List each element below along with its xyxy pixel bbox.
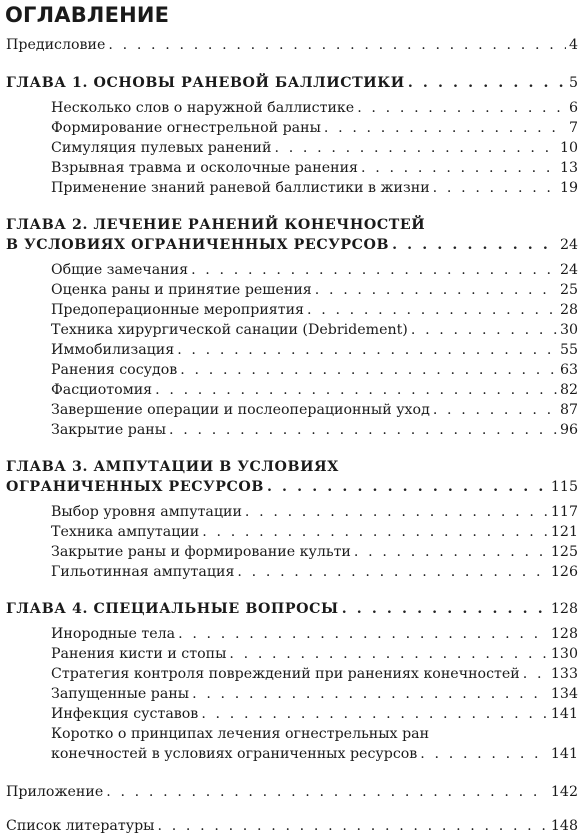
toc-entry-title: Несколько слов о наружной баллистике [51,100,355,116]
toc-subsection-entry [51,118,578,138]
toc-entry-title: Техника хирургической санации (Debridement) [51,322,408,338]
toc-page-number: 28 [559,302,578,318]
toc-subsection-entry [51,684,578,704]
toc-subsection-entry [51,522,578,542]
toc-chapter-entry [6,599,578,619]
dot-leader [178,624,548,644]
toc-subsection-entry [51,300,578,320]
toc-entry-title: Иммобилизация [51,342,175,358]
toc-page-number: 121 [550,524,578,540]
dot-leader [361,158,557,178]
toc-entry-title: Ранения кисти и стопы [51,646,227,662]
toc-subsection-entry [51,562,578,582]
toc-page-number: 5 [568,75,578,91]
toc-entry-title: Коротко о принципах лечения огнестрельных ран [51,726,430,742]
toc-subsection-entry [51,624,578,644]
toc-entry-title: Выбор уровня ампутации [51,504,242,520]
dot-leader [267,477,548,497]
dot-leader [307,300,557,320]
dot-leader [420,744,548,764]
toc-entry-title: Предисловие [6,37,106,53]
toc-page-number: 55 [559,342,578,358]
toc-section-entry [6,816,578,836]
toc-page-number: 19 [559,180,578,196]
toc-page-number: 24 [559,237,578,253]
dot-leader [229,644,548,664]
toc-page-number: 7 [568,120,578,136]
toc-page-number: 4 [568,37,578,53]
dot-leader [180,360,557,380]
toc-entry-title: ГЛАВА 4. СПЕЦИАЛЬНЫЕ ВОПРОСЫ [6,601,339,617]
toc-entry-title: Список литературы [6,818,155,834]
toc-entry-title: Ранения сосудов [51,362,178,378]
dot-leader [411,320,557,340]
dot-leader [202,522,548,542]
toc-subsection-entry [51,542,578,562]
toc-entry-title: Стратегия контроля повреждений при ранениях конечностей [51,666,520,682]
dot-leader [201,704,548,724]
dot-leader [433,400,557,420]
toc-entry-title: Фасциотомия [51,382,153,398]
toc-entry-title: Симуляция пулевых ранений [51,140,272,156]
toc-page-number: 117 [550,504,578,520]
dot-leader [354,542,548,562]
toc-entry-title: Оценка раны и принятие решения [51,282,312,298]
toc-entry-title: Общие замечания [51,262,189,278]
toc-subsection-entry [51,420,578,440]
toc-entry-title: Техника ампутации [51,524,200,540]
toc-subsection-entry [51,400,578,420]
toc-subsection-entry [51,260,578,280]
toc-subsection-entry [51,664,578,684]
dot-leader [106,782,548,802]
toc-entry-title: Завершение операции и послеоперационный уход [51,402,430,418]
toc-entry-title: ГЛАВА 1. ОСНОВЫ РАНЕВОЙ БАЛЛИСТИКИ [6,75,405,91]
toc-page-number: 115 [550,479,578,495]
toc-page-number: 130 [550,646,578,662]
dot-leader [169,420,557,440]
dot-leader [274,138,556,158]
toc-page-number: 125 [550,544,578,560]
toc-page-number: 134 [550,686,578,702]
dot-leader [108,35,566,55]
toc-subsection-entry [51,724,578,744]
toc-entry-title: Предоперационные мероприятия [51,302,305,318]
toc-entry-title: В УСЛОВИЯХ ОГРАНИЧЕННЫХ РЕСУРСОВ [6,237,390,253]
toc-subsection-entry [51,320,578,340]
dot-leader [342,599,548,619]
dot-leader [392,235,557,255]
dot-leader [523,664,548,684]
toc-page-number: 13 [559,160,578,176]
page-title: ОГЛАВЛЕНИЕ [5,3,170,27]
toc-entry-title: Закрытие раны [51,422,167,438]
toc-page-number: 6 [568,100,578,116]
toc-page-number: 96 [559,422,578,438]
toc-entry-title: Запущенные раны [51,686,190,702]
toc-subsection-entry [51,380,578,400]
dot-leader [357,98,566,118]
toc-chapter-entry [6,457,578,477]
dot-leader [408,73,566,93]
toc-subsection-entry [51,744,578,764]
toc-entry-title: Применение знаний раневой баллистики в жизни [51,180,430,196]
toc-subsection-entry [51,98,578,118]
toc-page-number: 126 [550,564,578,580]
toc-page-number: 142 [550,784,578,800]
dot-leader [192,684,548,704]
dot-leader [237,562,548,582]
toc-subsection-entry [51,502,578,522]
toc-page-number: 128 [550,626,578,642]
toc-entry-title: Приложение [6,784,104,800]
toc-entry-title: конечностей в условиях ограниченных ресурсов [51,746,418,762]
toc-chapter-entry [6,477,578,497]
dot-leader [315,280,557,300]
toc-subsection-entry [51,280,578,300]
toc-page-number: 24 [559,262,578,278]
toc-entry-title: ГЛАВА 3. АМПУТАЦИИ В УСЛОВИЯХ [6,459,339,475]
dot-leader [155,380,557,400]
toc-subsection-entry [51,178,578,198]
toc-page-number: 128 [550,601,578,617]
dot-leader [245,502,548,522]
toc-entry-title: Закрытие раны и формирование культи [51,544,351,560]
toc-page-number: 82 [559,382,578,398]
toc-subsection-entry [51,158,578,178]
toc-page-number: 141 [550,706,578,722]
toc-page-number: 10 [559,140,578,156]
toc-subsection-entry [51,704,578,724]
toc-entry-title: Инородные тела [51,626,176,642]
toc-page-number: 30 [559,322,578,338]
toc-subsection-entry [51,360,578,380]
toc-page-number: 141 [550,746,578,762]
toc-page-number: 25 [559,282,578,298]
toc-chapter-entry [6,73,578,93]
toc-entry-title: ГЛАВА 2. ЛЕЧЕНИЕ РАНЕНИЙ КОНЕЧНОСТЕЙ [6,217,426,233]
toc-chapter-entry [6,215,578,235]
toc-entry-title: Инфекция суставов [51,706,199,722]
dot-leader [191,260,557,280]
toc-page-number: 148 [550,818,578,834]
dot-leader [157,816,547,836]
toc-subsection-entry [51,340,578,360]
toc-subsection-entry [51,644,578,664]
toc-entry-title: Взрывная травма и осколочные ранения [51,160,358,176]
toc-section-entry [6,35,578,55]
toc-entry-title: Гильотинная ампутация [51,564,235,580]
toc-subsection-entry [51,138,578,158]
toc-chapter-entry [6,235,578,255]
toc-entry-title: ОГРАНИЧЕННЫХ РЕСУРСОВ [6,479,264,495]
dot-leader [433,178,557,198]
toc-entry-title: Формирование огнестрельной раны [51,120,321,136]
toc-section-entry [6,782,578,802]
toc-page-number: 133 [550,666,578,682]
dot-leader [177,340,557,360]
toc-page-number: 87 [559,402,578,418]
toc-page-number: 63 [559,362,578,378]
dot-leader [324,118,566,138]
